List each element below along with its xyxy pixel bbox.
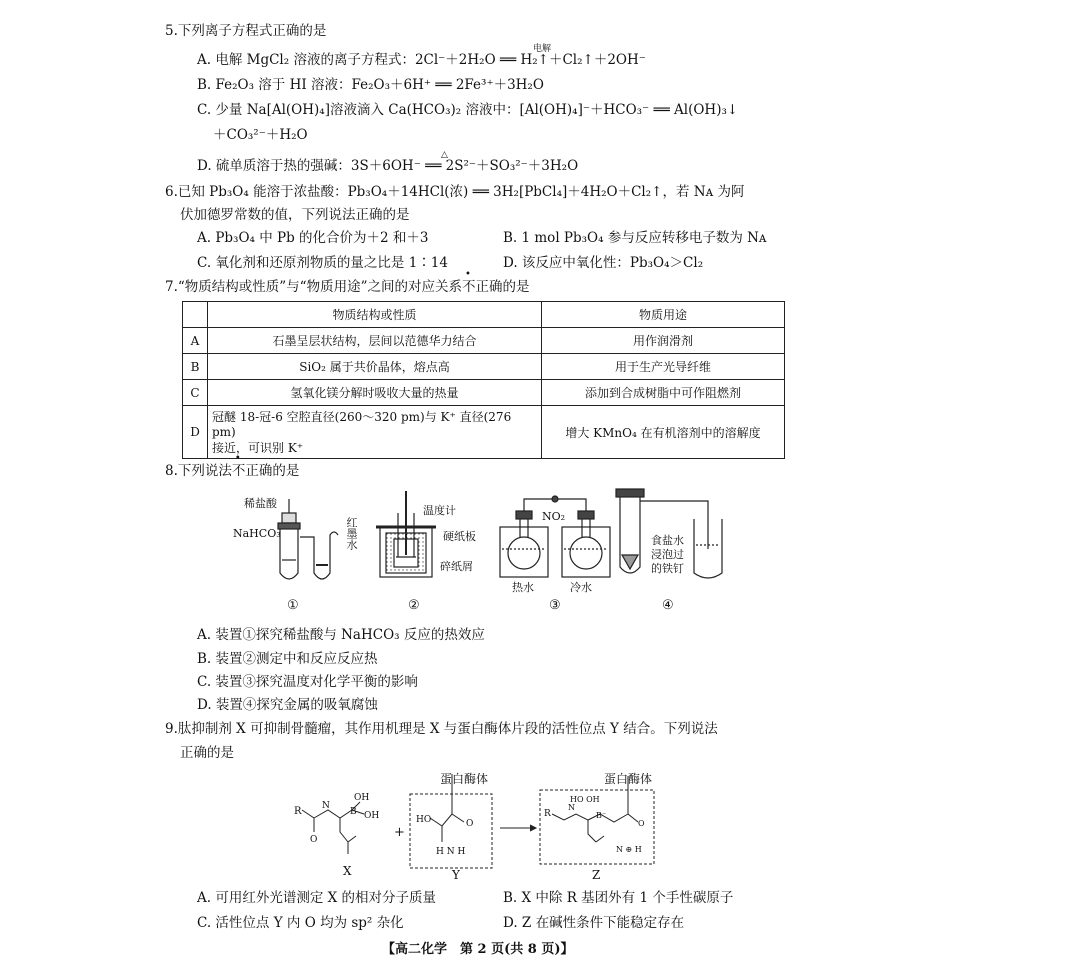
q9-stem-line2: 正确的是 [180, 745, 234, 761]
svg-text:OH: OH [364, 811, 380, 821]
svg-text:OH: OH [354, 793, 370, 803]
row-use: 添加到合成树脂中可作阻燃剂 [542, 380, 785, 406]
q9-stem-line1: 9.肽抑制剂 X 可抑制骨髓瘤，其作用机理是 X 与蛋白酶体片段的活性位点 Y 结合。下列说法 [165, 721, 718, 737]
q8-stem-pre: 8.下列说法 [165, 463, 232, 479]
table-row [183, 328, 785, 354]
table-row [183, 354, 785, 380]
label-plus: + [394, 825, 405, 840]
row-property: SiO₂ 属于共价晶体，熔点高 [208, 354, 542, 380]
q6-option-d: D. 该反应中氧化性：Pb₃O₄＞Cl₂ [503, 255, 704, 271]
q7-stem-emphasis: 不正确 [462, 279, 503, 295]
svg-text:N ⊕ H: N ⊕ H [616, 845, 642, 854]
q5-option-b: B. Fe₂O₃ 溶于 HI 溶液：Fe₂O₃＋6H⁺ ══ 2Fe³⁺＋3H₂O [197, 77, 544, 93]
label-dilute-hcl: 稀盐酸 [244, 497, 277, 510]
q5-option-c-line2: ＋CO₃²⁻＋H₂O [213, 127, 308, 143]
row-property-line2: 接近，可识别 K⁺ [212, 441, 304, 455]
label-paper-scraps: 碎纸屑 [440, 560, 473, 573]
molecule-x [294, 793, 379, 854]
label-y: Y [452, 868, 460, 882]
q7-table-header [183, 302, 785, 328]
row-use: 用于生产光导纤维 [542, 354, 785, 380]
q5-option-c-line1: C. 少量 Na[Al(OH)₄]溶液滴入 Ca(HCO₃)₂ 溶液中：[Al(OH)₄]⁻＋HCO₃⁻ ══ Al(OH)₃↓ [197, 102, 739, 118]
row-label: D [183, 406, 208, 459]
label-cardboard: 硬纸板 [443, 530, 476, 543]
label-x: X [343, 864, 352, 878]
svg-text:B⁻: B⁻ [596, 811, 607, 820]
label-hot-water: 热水 [512, 581, 534, 594]
table-row [183, 406, 785, 459]
label-apparatus-2: ② [408, 598, 420, 613]
svg-text:N: N [568, 803, 575, 812]
svg-text:B: B [350, 807, 357, 817]
label-z: Z [592, 868, 601, 882]
q5-a-condition: 电解 [533, 44, 552, 54]
q8-option-b: B. 装置②测定中和反应反应热 [197, 651, 378, 667]
row-property: 氢氧化镁分解时吸收大量的热量 [208, 380, 542, 406]
svg-text:R: R [294, 806, 302, 817]
label-salt-water: 食盐水 [651, 534, 684, 547]
svg-text:O: O [638, 819, 645, 828]
apparatus-1 [278, 499, 338, 579]
svg-text:H N H: H N H [436, 847, 466, 857]
label-nahco3: NaHCO₃ [233, 527, 281, 540]
q7-header-use: 物质用途 [542, 302, 785, 328]
q6-stem-line2: 伏加德罗常数的值，下列说法正确的是 [180, 207, 410, 223]
row-label: A [183, 328, 208, 354]
q7-stem-pre: 7.“物质结构或性质”与“物质用途”之间的对应关系 [165, 279, 462, 295]
label-thermometer: 温度计 [423, 504, 456, 517]
q9-option-a: A. 可用红外光谱测定 X 的相对分子质量 [197, 890, 437, 906]
q9-option-c: C. 活性位点 Y 内 O 均为 sp² 杂化 [197, 915, 404, 931]
q5-stem: 5.下列离子方程式正确的是 [165, 23, 327, 39]
q5-option-d: D. 硫单质溶于热的强碱：3S＋6OH⁻ ══ 2S²⁻＋SO₃²⁻＋3H₂O [197, 158, 579, 174]
svg-text:HO OH: HO OH [570, 795, 600, 804]
row-property [208, 406, 542, 459]
q9-option-b: B. X 中除 R 基团外有 1 个手性碳原子 [503, 890, 734, 906]
label-cold-water: 冷水 [570, 581, 592, 594]
svg-text:N: N [322, 801, 330, 811]
row-use: 用作润滑剂 [542, 328, 785, 354]
row-property-line1: 冠醚 18-冠-6 空腔直径(260～320 pm)与 K⁺ 直径(276 pm) [212, 410, 512, 439]
apparatus-3 [500, 496, 610, 577]
svg-text:HO: HO [416, 815, 432, 825]
q8-option-c: C. 装置③探究温度对化学平衡的影响 [197, 674, 418, 690]
label-apparatus-3: ③ [549, 598, 561, 613]
q6-stem-line1: 6.已知 Pb₃O₄ 能溶于浓盐酸：Pb₃O₄＋14HCl(浓) ══ 3H₂[PbCl₄]＋4H₂O＋Cl₂↑，若 Nᴀ 为阿 [165, 184, 745, 200]
label-apparatus-4: ④ [662, 598, 674, 613]
q8-stem-post: 的是 [272, 463, 300, 479]
q7-header-property: 物质结构或性质 [208, 302, 542, 328]
row-label: B [183, 354, 208, 380]
molecule-z [544, 776, 645, 854]
q5-d-condition: △ [441, 150, 448, 160]
label-apparatus-1: ① [287, 598, 299, 613]
q8-stem-emphasis: 不正确 [231, 463, 273, 479]
label-iron-nail: 的铁钉 [651, 562, 684, 575]
q5-option-a: A. 电解 MgCl₂ 溶液的离子方程式：2Cl⁻＋2H₂O ══ H₂↑＋Cl₂↑＋2OH⁻ [197, 52, 646, 68]
q9-option-d: D. Z 在碱性条件下能稳定存在 [503, 915, 685, 931]
q7-table [182, 301, 785, 459]
label-soaked: 浸泡过 [651, 548, 684, 561]
label-red-ink: 红墨水 [345, 517, 358, 550]
q6-option-c: C. 氧化剂和还原剂物质的量之比是 1∶14 [197, 255, 448, 271]
q6-option-a: A. Pb₃O₄ 中 Pb 的化合价为＋2 和＋3 [197, 230, 429, 246]
label-proteasome-z: 蛋白酶体 [604, 772, 653, 786]
svg-text:R: R [544, 809, 551, 819]
page-footer: 【高二化学 第 2 页(共 8 页)】 [382, 942, 574, 957]
svg-text:O: O [310, 835, 318, 845]
label-proteasome-y: 蛋白酶体 [440, 772, 489, 786]
q8-option-a: A. 装置①探究稀盐酸与 NaHCO₃ 反应的热效应 [197, 627, 485, 643]
q7-stem [165, 278, 530, 296]
q6-option-b: B. 1 mol Pb₃O₄ 参与反应转移电子数为 Nᴀ [503, 230, 767, 246]
q8-stem [165, 462, 299, 480]
row-use: 增大 KMnO₄ 在有机溶剂中的溶解度 [542, 406, 785, 459]
row-label: C [183, 380, 208, 406]
q8-option-d: D. 装置④探究金属的吸氧腐蚀 [197, 697, 378, 713]
q7-stem-post: 的是 [502, 279, 530, 295]
label-no2: NO₂ [542, 510, 566, 523]
row-property: 石墨呈层状结构，层间以范德华力结合 [208, 328, 542, 354]
table-row [183, 380, 785, 406]
svg-text:O: O [466, 819, 474, 829]
